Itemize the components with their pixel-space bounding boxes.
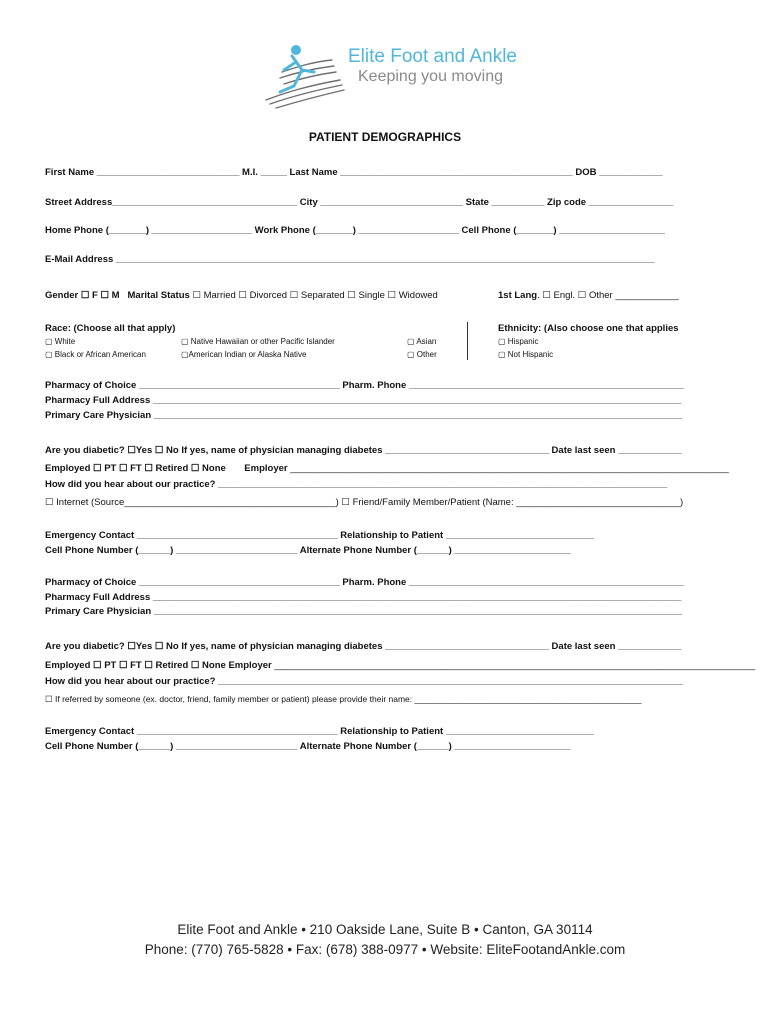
race-hawaiian[interactable]: ▢ Native Hawaiian or other Pacific Islander (181, 337, 335, 346)
ethnicity-hispanic[interactable]: ▢ Hispanic (498, 337, 539, 346)
logo (262, 42, 517, 112)
internet-source-field[interactable]: ________________________________________ (124, 497, 336, 508)
referred-option[interactable]: ☐ If referred by someone (ex. doctor, friend, family member or patient) please provide their name: (45, 694, 413, 704)
gender-marital-row (45, 290, 438, 301)
employer-field-2[interactable]: ___________________________________________________________________________________________ (274, 660, 756, 671)
phones-line[interactable]: Home Phone (_______) ___________________ Work Phone (_______) ___________________ Cell Phone (_______) ____________________ (45, 225, 665, 236)
ethnicity-not-hispanic[interactable]: ▢ Not Hispanic (498, 350, 554, 359)
marital-options[interactable]: ☐ Married ☐ Divorced ☐ Separated ☐ Single ☐ Widowed (192, 290, 438, 301)
language-row (498, 290, 679, 301)
race-black[interactable]: ▢ Black or African American (45, 350, 146, 359)
pharmacy-line-2[interactable]: Pharmacy of Choice ______________________________________ Pharm. Phone ____________________________________________________ (45, 577, 684, 588)
primary-care-line-2[interactable]: Primary Care Physician ____________________________________________________________________________________________________ (45, 606, 683, 617)
race-american-indian[interactable]: ▢American Indian or Alaska Native (181, 350, 307, 359)
referred-name-field[interactable]: ________________________________________________ (414, 694, 642, 704)
referred-row[interactable] (45, 694, 641, 705)
pharmacy-line[interactable]: Pharmacy of Choice ______________________________________ Pharm. Phone ____________________________________________________ (45, 380, 684, 391)
race-white[interactable]: ▢ White (45, 337, 76, 346)
diabetic-line[interactable]: Are you diabetic? ☐Yes ☐ No If yes, name of physician managing diabetes _______________________________ Date last seen ____________ (45, 445, 682, 456)
employed-options[interactable]: Employed ☐ PT ☐ FT ☐ Retired ☐ None (45, 463, 226, 474)
race-title: Race: (Choose all that apply) (45, 323, 176, 334)
cell-phone-line[interactable]: Cell Phone Number (______) _______________________ Alternate Phone Number (______) ______________________ (45, 545, 571, 556)
logo-tagline: Keeping you moving (358, 68, 503, 85)
employed-options-2[interactable]: Employed ☐ PT ☐ FT ☐ Retired ☐ None (45, 660, 226, 671)
internet-row[interactable] (45, 497, 683, 508)
friend-family-option[interactable]: ) ☐ Friend/Family Member/Patient (Name: _______________________________) (335, 497, 684, 508)
referral-source-line-2[interactable]: How did you hear about our practice? ________________________________________________________________________________________ (45, 676, 684, 687)
footer-contact: Phone: (770) 765-5828 • Fax: (678) 388-0977 • Website: EliteFootandAnkle.com (144, 942, 626, 957)
marital-label: Marital Status (127, 290, 190, 301)
employer-label: Employer (244, 463, 288, 474)
race-other[interactable]: ▢ Other (407, 350, 437, 359)
employer-label-2: Employer (228, 660, 272, 671)
language-label: 1st Lang (498, 290, 538, 301)
race-ethnicity-divider (467, 322, 468, 360)
primary-care-line[interactable]: Primary Care Physician ____________________________________________________________________________________________________ (45, 410, 683, 421)
email-line[interactable]: E-Mail Address ______________________________________________________________________________________________________ (45, 254, 655, 265)
pharmacy-address-line[interactable]: Pharmacy Full Address ____________________________________________________________________________________________________ (45, 395, 682, 406)
employment-row (45, 463, 729, 474)
emergency-contact-line[interactable]: Emergency Contact ______________________________________ Relationship to Patient ____________________________ (45, 530, 594, 541)
page-title: PATIENT DEMOGRAPHICS (308, 130, 462, 144)
name-line[interactable]: First Name ___________________________ M.I. _____ Last Name ____________________________________________ DOB ____________ (45, 167, 663, 178)
internet-option[interactable]: ☐ Internet (Source (45, 497, 125, 508)
cell-phone-line-2[interactable]: Cell Phone Number (______) _______________________ Alternate Phone Number (______) ______________________ (45, 741, 571, 752)
language-options[interactable]: . ☐ Engl. ☐ Other ____________ (537, 290, 679, 301)
address-line[interactable]: Street Address___________________________________ City ___________________________ State __________ Zip code ________________ (45, 197, 674, 208)
gender-options[interactable]: Gender ☐ F ☐ M (45, 290, 120, 301)
runner-logo-icon (262, 42, 354, 110)
logo-title: Elite Foot and Ankle (348, 46, 517, 67)
footer-address: Elite Foot and Ankle • 210 Oakside Lane, Suite B • Canton, GA 30114 (177, 922, 593, 937)
race-asian[interactable]: ▢ Asian (407, 337, 437, 346)
referral-source-line[interactable]: How did you hear about our practice? _____________________________________________________________________________________ (45, 479, 668, 490)
employment-row-2 (45, 660, 755, 671)
ethnicity-title: Ethnicity: (Also choose one that applies (498, 323, 679, 334)
employer-field[interactable]: ___________________________________________________________________________________ (290, 463, 729, 474)
pharmacy-address-line-2[interactable]: Pharmacy Full Address ____________________________________________________________________________________________________ (45, 592, 682, 603)
diabetic-line-2[interactable]: Are you diabetic? ☐Yes ☐ No If yes, name of physician managing diabetes _______________________________ Date last seen ____________ (45, 641, 682, 652)
emergency-contact-line-2[interactable]: Emergency Contact ______________________________________ Relationship to Patient ____________________________ (45, 726, 594, 737)
